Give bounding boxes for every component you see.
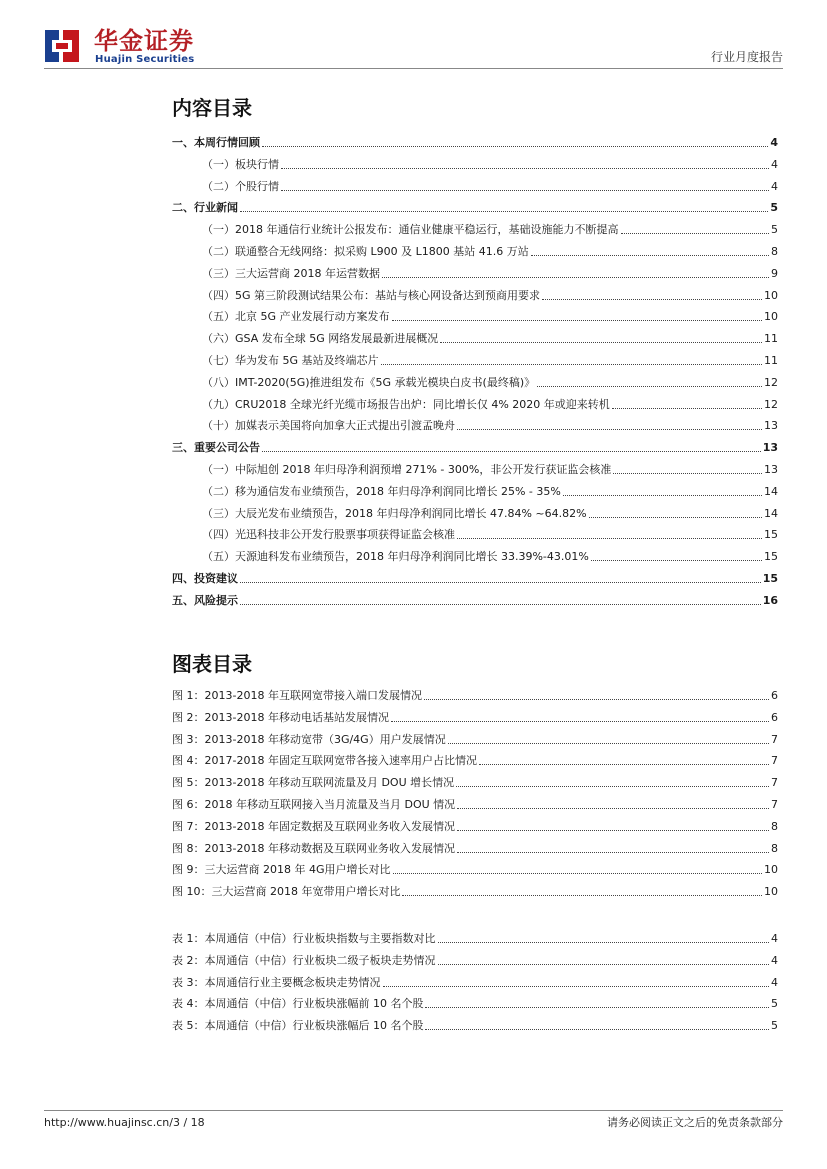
toc-page-number: 8 bbox=[771, 245, 778, 258]
toc-entry-title: （三）三大运营商 2018 年运营数据 bbox=[202, 266, 380, 280]
toc-page-number: 4 bbox=[771, 932, 778, 945]
toc-leader-dots bbox=[424, 699, 769, 700]
toc-leader-dots bbox=[240, 604, 761, 605]
toc-entry-title: （五）北京 5G 产业发展行动方案发布 bbox=[202, 310, 390, 324]
toc-entry[interactable] bbox=[202, 483, 778, 499]
toc-page-number: 5 bbox=[771, 223, 778, 237]
toc-entry-title: 图 10：三大运营商 2018 年宽带用户增长对比 bbox=[172, 885, 401, 899]
toc-leader-dots bbox=[240, 211, 768, 212]
toc-page-number: 7 bbox=[771, 732, 778, 746]
toc-entry-title: 表 2：本周通信（中信）行业板块二级子板块走势情况 bbox=[172, 953, 436, 967]
toc-entry-title: （二）移为通信发布业绩预告，2018 年归母净利润同比增长 25% - 35% bbox=[202, 484, 561, 498]
toc-entry[interactable] bbox=[172, 883, 778, 899]
toc-entry-title: （二）个股行情 bbox=[202, 179, 279, 193]
toc-page-number: 13 bbox=[764, 419, 778, 433]
toc-leader-dots bbox=[448, 743, 769, 744]
toc-leader-dots bbox=[537, 386, 762, 387]
toc-page-number: 4 bbox=[770, 136, 778, 149]
toc-leader-dots bbox=[240, 582, 761, 583]
toc-leader-dots bbox=[621, 233, 770, 234]
footer-divider bbox=[44, 1110, 783, 1111]
toc-entry[interactable] bbox=[172, 774, 778, 790]
toc-entry[interactable] bbox=[202, 178, 778, 194]
footer-url[interactable]: http://www.huajinsc.cn/3 / 18 bbox=[44, 1116, 205, 1129]
toc-leader-dots bbox=[381, 364, 762, 365]
toc-entry-title: （四）光迅科技非公开发行股票事项获得证监会核准 bbox=[202, 528, 455, 542]
toc-entry[interactable] bbox=[202, 526, 778, 542]
toc-leader-dots bbox=[613, 473, 762, 474]
footer-disclaimer: 请务必阅读正文之后的免责条款部分 bbox=[607, 1116, 783, 1129]
toc-leader-dots bbox=[281, 190, 769, 191]
toc-entry-title: 图 9：三大运营商 2018 年 4G用户增长对比 bbox=[172, 863, 391, 877]
toc-entry[interactable] bbox=[172, 570, 778, 586]
toc-page-number: 5 bbox=[771, 1019, 778, 1033]
toc-leader-dots bbox=[542, 299, 762, 300]
toc-entry-title: 二、行业新闻 bbox=[172, 201, 238, 215]
toc-entry-title: 表 3：本周通信行业主要概念板块走势情况 bbox=[172, 975, 381, 989]
toc-page-number: 10 bbox=[764, 863, 778, 877]
brand-name-en: Huajin Securities bbox=[95, 54, 195, 65]
toc-entry-title: （八）IMT-2020(5G)推进组发布《5G 承载光模块白皮书(最终稿)》 bbox=[202, 375, 536, 389]
toc-leader-dots bbox=[391, 721, 769, 722]
toc-entry[interactable] bbox=[202, 330, 778, 346]
huajin-logo-icon bbox=[44, 28, 80, 64]
toc-leader-dots bbox=[281, 168, 769, 169]
toc-leader-dots bbox=[440, 342, 762, 343]
toc-entry[interactable] bbox=[202, 417, 778, 433]
toc-page-number: 8 bbox=[771, 841, 778, 855]
toc-entry[interactable] bbox=[202, 396, 778, 412]
toc-leader-dots bbox=[383, 986, 770, 987]
toc-entry[interactable] bbox=[202, 156, 778, 172]
toc-entry[interactable] bbox=[172, 818, 778, 834]
toc-entry-title: 图 8：2013-2018 年移动数据及互联网业务收入发展情况 bbox=[172, 841, 455, 855]
toc-entry-title: 图 5：2013-2018 年移动互联网流量及月 DOU 增长情况 bbox=[172, 776, 455, 790]
toc-leader-dots bbox=[425, 1029, 769, 1030]
toc-entry-title: 图 4：2017-2018 年固定互联网宽带各接入速率用户占比情况 bbox=[172, 754, 477, 768]
toc-leader-dots bbox=[457, 429, 762, 430]
toc-entry-title: （一）2018 年通信行业统计公报发布：通信业健康平稳运行，基础设施能力不断提高 bbox=[202, 223, 619, 237]
toc-entry[interactable] bbox=[202, 308, 778, 324]
toc-page-number: 15 bbox=[764, 528, 778, 542]
toc-entry[interactable] bbox=[202, 221, 778, 237]
toc-leader-dots bbox=[425, 1007, 769, 1008]
toc-leader-dots bbox=[457, 852, 769, 853]
toc-leader-dots bbox=[612, 408, 762, 409]
toc-page-number: 7 bbox=[771, 798, 778, 811]
toc-entry[interactable] bbox=[172, 974, 778, 990]
report-type: 行业月度报告 bbox=[710, 50, 783, 64]
toc-entry[interactable] bbox=[172, 952, 778, 968]
toc-entry-title: （三）大辰光发布业绩预告，2018 年归母净利润同比增长 47.84% ~64.82% bbox=[202, 506, 587, 520]
toc-leader-dots bbox=[457, 808, 769, 809]
toc-entry[interactable] bbox=[172, 930, 778, 946]
toc-leader-dots bbox=[402, 895, 762, 896]
toc-entry[interactable] bbox=[172, 752, 778, 768]
toc-entry[interactable] bbox=[202, 374, 778, 390]
toc-entry[interactable] bbox=[172, 199, 778, 215]
toc-entry-title: （七）华为发布 5G 基站及终端芯片 bbox=[202, 354, 379, 367]
toc-entry-title: 表 1：本周通信（中信）行业板块指数与主要指数对比 bbox=[172, 932, 436, 945]
toc-page-number: 7 bbox=[771, 776, 778, 790]
toc-page-number: 14 bbox=[764, 506, 778, 520]
toc-entry[interactable] bbox=[172, 709, 778, 725]
toc-leader-dots bbox=[591, 560, 762, 561]
toc-leader-dots bbox=[589, 517, 762, 518]
toc-entry-title: （五）天源迪科发布业绩预告，2018 年归母净利润同比增长 33.39%-43.01% bbox=[202, 550, 589, 564]
toc-entry[interactable] bbox=[172, 439, 778, 455]
toc-leader-dots bbox=[456, 786, 769, 787]
toc-page-number: 15 bbox=[762, 572, 778, 585]
toc-entry-title: 五、风险提示 bbox=[172, 593, 238, 607]
header-divider bbox=[44, 68, 783, 69]
toc-page-number: 16 bbox=[762, 593, 778, 607]
toc-page-number: 10 bbox=[764, 310, 778, 324]
toc-leader-dots bbox=[393, 873, 762, 874]
toc-page-number: 9 bbox=[771, 266, 778, 280]
toc-leader-dots bbox=[438, 942, 770, 943]
toc-page-number: 10 bbox=[764, 288, 778, 302]
toc-entry[interactable] bbox=[172, 592, 778, 608]
toc-entry-title: 图 2：2013-2018 年移动电话基站发展情况 bbox=[172, 710, 389, 724]
toc-entry-title: 图 7：2013-2018 年固定数据及互联网业务收入发展情况 bbox=[172, 819, 455, 833]
toc-entry[interactable] bbox=[172, 861, 778, 877]
toc-entry[interactable] bbox=[202, 505, 778, 521]
toc-page-number: 15 bbox=[764, 550, 778, 564]
toc-page-number: 12 bbox=[764, 375, 778, 389]
toc-leader-dots bbox=[457, 830, 769, 831]
toc-page-number: 4 bbox=[771, 975, 778, 989]
toc-entry[interactable] bbox=[172, 1017, 778, 1033]
toc-page-number: 4 bbox=[771, 157, 778, 171]
toc-entry[interactable] bbox=[202, 287, 778, 303]
toc-page-number: 5 bbox=[771, 997, 778, 1011]
toc-leader-dots bbox=[479, 764, 769, 765]
toc-entry-title: （一）板块行情 bbox=[202, 157, 279, 171]
toc-entry[interactable] bbox=[172, 995, 778, 1011]
toc-entry-title: 三、重要公司公告 bbox=[172, 441, 260, 455]
toc-entry[interactable] bbox=[172, 731, 778, 747]
toc-page-number: 7 bbox=[771, 754, 778, 768]
toc-leader-dots bbox=[262, 451, 761, 452]
toc-entry[interactable] bbox=[202, 548, 778, 564]
toc-leader-dots bbox=[262, 146, 768, 147]
toc-leader-dots bbox=[382, 277, 769, 278]
toc-page-number: 13 bbox=[764, 463, 778, 476]
figures-title: 图表目录 bbox=[172, 652, 252, 676]
toc-page-number: 14 bbox=[764, 484, 778, 498]
toc-entry-title: 图 3：2013-2018 年移动宽带（3G/4G）用户发展情况 bbox=[172, 732, 446, 746]
toc-page-number: 11 bbox=[764, 332, 778, 346]
toc-entry[interactable] bbox=[202, 265, 778, 281]
toc-entry-title: 一、本周行情回顾 bbox=[172, 136, 260, 149]
toc-entry-title: （一）中际旭创 2018 年归母净利润预增 271% - 300%，非公开发行获证监会核准 bbox=[202, 463, 612, 476]
toc-entry[interactable] bbox=[202, 461, 778, 477]
toc-page-number: 5 bbox=[770, 201, 778, 215]
toc-entry-title: （十）加媒表示美国将向加拿大正式提出引渡孟晚舟 bbox=[202, 419, 455, 433]
toc-entry[interactable] bbox=[172, 134, 778, 150]
toc-page-number: 8 bbox=[771, 819, 778, 833]
toc-entry-title: （九）CRU2018 全球光纤光缆市场报告出炉：同比增长仅 4% 2020 年或迎来转机 bbox=[202, 397, 610, 411]
toc-page-number: 12 bbox=[764, 397, 778, 411]
toc-page-number: 6 bbox=[771, 689, 778, 702]
toc-page-number: 6 bbox=[771, 710, 778, 724]
toc-entry-title: 四、投资建议 bbox=[172, 572, 238, 585]
toc-page-number: 13 bbox=[762, 441, 778, 455]
toc-entry-title: （二）联通整合无线网络：拟采购 L900 及 L1800 基站 41.6 万站 bbox=[202, 245, 529, 258]
toc-entry[interactable] bbox=[202, 243, 778, 259]
brand-name-cn: 华金证券 bbox=[94, 27, 194, 55]
toc-entry-title: （六）GSA 发布全球 5G 网络发展最新进展概况 bbox=[202, 332, 439, 346]
toc-leader-dots bbox=[563, 495, 762, 496]
toc-page-number: 11 bbox=[764, 354, 778, 367]
toc-entry[interactable] bbox=[202, 352, 778, 368]
page-header bbox=[44, 22, 783, 66]
toc-entry-title: 图 1：2013-2018 年互联网宽带接入端口发展情况 bbox=[172, 689, 422, 702]
toc-entry-title: 表 4：本周通信（中信）行业板块涨幅前 10 名个股 bbox=[172, 997, 424, 1011]
toc-entry[interactable] bbox=[172, 840, 778, 856]
toc-leader-dots bbox=[392, 320, 762, 321]
toc-entry-title: （四）5G 第三阶段测试结果公布：基站与核心网设备达到预商用要求 bbox=[202, 288, 541, 302]
toc-page-number: 4 bbox=[771, 179, 778, 193]
toc-page-number: 10 bbox=[764, 885, 778, 899]
toc-page-number: 4 bbox=[771, 953, 778, 967]
toc-entry[interactable] bbox=[172, 687, 778, 703]
contents-title: 内容目录 bbox=[172, 96, 252, 120]
toc-entry[interactable] bbox=[172, 796, 778, 812]
toc-leader-dots bbox=[457, 538, 762, 539]
toc-entry-title: 表 5：本周通信（中信）行业板块涨幅后 10 名个股 bbox=[172, 1019, 424, 1033]
toc-leader-dots bbox=[531, 255, 769, 256]
toc-entry-title: 图 6：2018 年移动互联网接入当月流量及当月 DOU 情况 bbox=[172, 798, 456, 811]
toc-leader-dots bbox=[438, 964, 770, 965]
